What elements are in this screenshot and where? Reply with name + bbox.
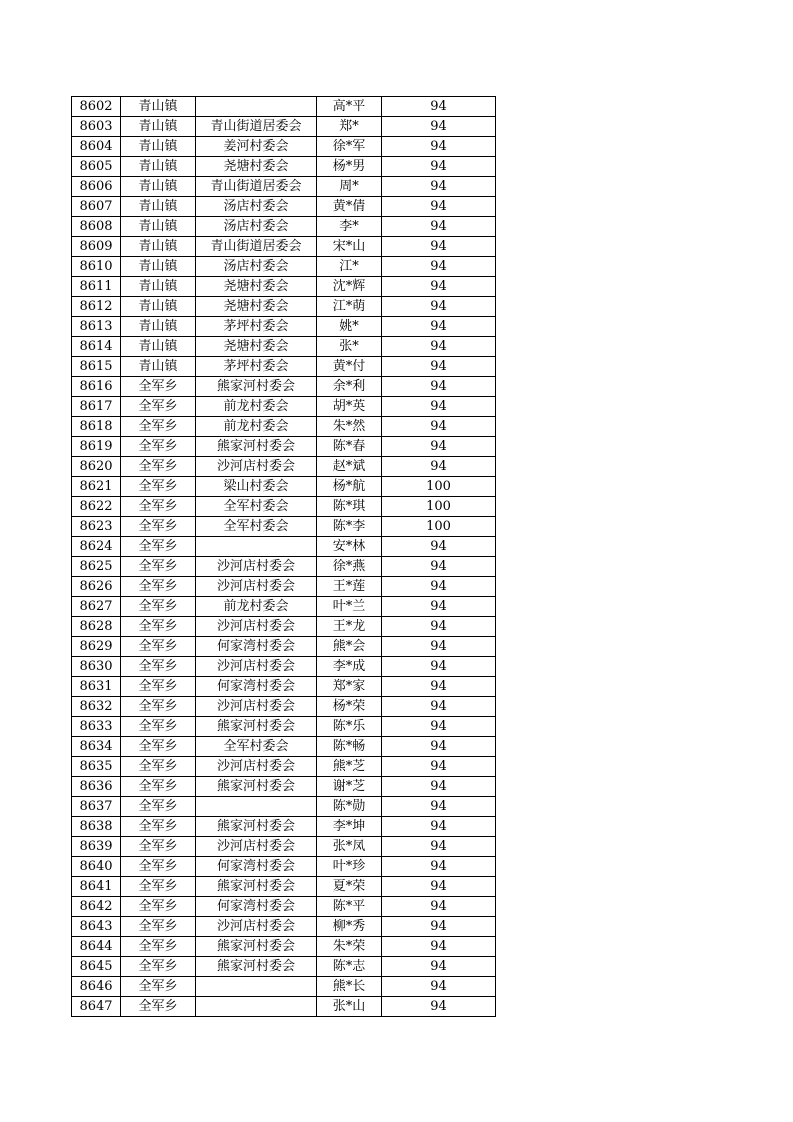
row-id-cell: 8612 [72, 297, 121, 317]
row-town-cell: 全军乡 [121, 397, 196, 417]
row-score-cell: 94 [382, 597, 496, 617]
row-score-cell: 94 [382, 377, 496, 397]
row-town-cell: 青山镇 [121, 337, 196, 357]
row-id-cell: 8644 [72, 937, 121, 957]
row-name-cell: 安*林 [317, 537, 382, 557]
row-town-cell: 青山镇 [121, 357, 196, 377]
row-id-cell: 8605 [72, 157, 121, 177]
row-town-cell: 全军乡 [121, 597, 196, 617]
row-village-cell: 汤店村委会 [196, 257, 317, 277]
row-village-cell [196, 797, 317, 817]
table-row [72, 217, 496, 237]
row-score-cell: 94 [382, 357, 496, 377]
table-row [72, 397, 496, 417]
table-row [72, 917, 496, 937]
row-town-cell: 全军乡 [121, 697, 196, 717]
row-village-cell: 熊家河村委会 [196, 937, 317, 957]
table-row [72, 877, 496, 897]
table-row [72, 317, 496, 337]
row-village-cell [196, 997, 317, 1017]
table-row [72, 777, 496, 797]
row-score-cell: 94 [382, 237, 496, 257]
row-town-cell: 青山镇 [121, 197, 196, 217]
table-row [72, 677, 496, 697]
row-village-cell: 何家湾村委会 [196, 637, 317, 657]
row-town-cell: 全军乡 [121, 417, 196, 437]
row-id-cell: 8642 [72, 897, 121, 917]
row-score-cell: 94 [382, 577, 496, 597]
records-table-body [72, 97, 496, 1017]
row-town-cell: 全军乡 [121, 637, 196, 657]
row-town-cell: 青山镇 [121, 237, 196, 257]
table-row [72, 357, 496, 377]
row-village-cell: 前龙村委会 [196, 417, 317, 437]
row-village-cell: 沙河店村委会 [196, 657, 317, 677]
row-village-cell: 姜河村委会 [196, 137, 317, 157]
row-name-cell: 姚* [317, 317, 382, 337]
row-name-cell: 沈*辉 [317, 277, 382, 297]
row-town-cell: 全军乡 [121, 477, 196, 497]
row-score-cell: 94 [382, 157, 496, 177]
row-id-cell: 8629 [72, 637, 121, 657]
row-town-cell: 青山镇 [121, 97, 196, 117]
row-score-cell: 94 [382, 817, 496, 837]
row-score-cell: 94 [382, 257, 496, 277]
row-id-cell: 8603 [72, 117, 121, 137]
row-score-cell: 94 [382, 297, 496, 317]
row-town-cell: 全军乡 [121, 937, 196, 957]
row-town-cell: 全军乡 [121, 577, 196, 597]
row-town-cell: 全军乡 [121, 557, 196, 577]
row-town-cell: 全军乡 [121, 657, 196, 677]
table-row [72, 737, 496, 757]
row-id-cell: 8609 [72, 237, 121, 257]
row-id-cell: 8627 [72, 597, 121, 617]
table-row [72, 897, 496, 917]
row-town-cell: 全军乡 [121, 977, 196, 997]
row-name-cell: 朱*然 [317, 417, 382, 437]
row-id-cell: 8628 [72, 617, 121, 637]
row-village-cell [196, 537, 317, 557]
row-id-cell: 8619 [72, 437, 121, 457]
row-id-cell: 8614 [72, 337, 121, 357]
row-village-cell: 尧塘村委会 [196, 157, 317, 177]
row-village-cell: 沙河店村委会 [196, 457, 317, 477]
row-name-cell: 陈*琪 [317, 497, 382, 517]
row-town-cell: 全军乡 [121, 377, 196, 397]
row-town-cell: 全军乡 [121, 457, 196, 477]
row-score-cell: 94 [382, 797, 496, 817]
row-town-cell: 全军乡 [121, 757, 196, 777]
row-village-cell: 茅坪村委会 [196, 357, 317, 377]
table-row [72, 177, 496, 197]
row-id-cell: 8643 [72, 917, 121, 937]
row-score-cell: 94 [382, 917, 496, 937]
row-village-cell: 全军村委会 [196, 737, 317, 757]
row-score-cell: 94 [382, 337, 496, 357]
row-name-cell: 江*萌 [317, 297, 382, 317]
row-score-cell: 94 [382, 997, 496, 1017]
row-id-cell: 8615 [72, 357, 121, 377]
row-village-cell: 尧塘村委会 [196, 277, 317, 297]
table-row [72, 937, 496, 957]
row-score-cell: 94 [382, 637, 496, 657]
row-name-cell: 柳*秀 [317, 917, 382, 937]
row-score-cell: 94 [382, 417, 496, 437]
row-score-cell: 94 [382, 757, 496, 777]
table-row [72, 377, 496, 397]
row-id-cell: 8639 [72, 837, 121, 857]
table-row [72, 617, 496, 637]
row-name-cell: 王*莲 [317, 577, 382, 597]
row-town-cell: 青山镇 [121, 297, 196, 317]
row-village-cell: 沙河店村委会 [196, 917, 317, 937]
table-row [72, 417, 496, 437]
row-town-cell: 全军乡 [121, 857, 196, 877]
row-village-cell: 熊家河村委会 [196, 817, 317, 837]
row-score-cell: 94 [382, 277, 496, 297]
table-row [72, 197, 496, 217]
row-id-cell: 8647 [72, 997, 121, 1017]
table-row [72, 817, 496, 837]
table-row [72, 257, 496, 277]
table-row [72, 697, 496, 717]
row-id-cell: 8624 [72, 537, 121, 557]
row-town-cell: 全军乡 [121, 617, 196, 637]
row-id-cell: 8632 [72, 697, 121, 717]
table-row [72, 857, 496, 877]
row-name-cell: 郑* [317, 117, 382, 137]
table-row [72, 297, 496, 317]
row-score-cell: 94 [382, 657, 496, 677]
row-id-cell: 8634 [72, 737, 121, 757]
row-town-cell: 青山镇 [121, 317, 196, 337]
row-name-cell: 陈*春 [317, 437, 382, 457]
row-id-cell: 8623 [72, 517, 121, 537]
row-id-cell: 8630 [72, 657, 121, 677]
row-name-cell: 张* [317, 337, 382, 357]
row-name-cell: 李*成 [317, 657, 382, 677]
row-town-cell: 全军乡 [121, 737, 196, 757]
row-village-cell: 尧塘村委会 [196, 337, 317, 357]
row-id-cell: 8610 [72, 257, 121, 277]
row-village-cell: 青山街道居委会 [196, 237, 317, 257]
row-town-cell: 全军乡 [121, 897, 196, 917]
row-score-cell: 94 [382, 737, 496, 757]
row-name-cell: 周* [317, 177, 382, 197]
table-row [72, 957, 496, 977]
row-name-cell: 黄*倩 [317, 197, 382, 217]
row-village-cell: 茅坪村委会 [196, 317, 317, 337]
row-score-cell: 94 [382, 397, 496, 417]
row-id-cell: 8631 [72, 677, 121, 697]
row-id-cell: 8635 [72, 757, 121, 777]
row-id-cell: 8604 [72, 137, 121, 157]
table-row [72, 477, 496, 497]
row-id-cell: 8620 [72, 457, 121, 477]
table-row [72, 717, 496, 737]
row-id-cell: 8611 [72, 277, 121, 297]
table-row [72, 577, 496, 597]
row-village-cell: 全军村委会 [196, 497, 317, 517]
row-town-cell: 青山镇 [121, 257, 196, 277]
row-score-cell: 94 [382, 217, 496, 237]
row-name-cell: 胡*英 [317, 397, 382, 417]
row-id-cell: 8641 [72, 877, 121, 897]
row-id-cell: 8633 [72, 717, 121, 737]
row-village-cell: 沙河店村委会 [196, 617, 317, 637]
row-name-cell: 宋*山 [317, 237, 382, 257]
row-score-cell: 94 [382, 177, 496, 197]
row-id-cell: 8621 [72, 477, 121, 497]
row-id-cell: 8625 [72, 557, 121, 577]
row-score-cell: 94 [382, 877, 496, 897]
row-name-cell: 熊*芝 [317, 757, 382, 777]
row-name-cell: 王*龙 [317, 617, 382, 637]
row-name-cell: 陈*勋 [317, 797, 382, 817]
table-row [72, 157, 496, 177]
row-score-cell: 94 [382, 717, 496, 737]
row-town-cell: 青山镇 [121, 137, 196, 157]
row-score-cell: 94 [382, 937, 496, 957]
row-id-cell: 8618 [72, 417, 121, 437]
row-name-cell: 赵*斌 [317, 457, 382, 477]
row-score-cell: 94 [382, 897, 496, 917]
row-village-cell: 熊家河村委会 [196, 957, 317, 977]
row-village-cell [196, 97, 317, 117]
row-score-cell: 94 [382, 697, 496, 717]
table-row [72, 457, 496, 477]
row-town-cell: 全军乡 [121, 877, 196, 897]
row-score-cell: 94 [382, 857, 496, 877]
row-id-cell: 8626 [72, 577, 121, 597]
row-town-cell: 全军乡 [121, 537, 196, 557]
table-row [72, 757, 496, 777]
row-id-cell: 8607 [72, 197, 121, 217]
row-town-cell: 全军乡 [121, 817, 196, 837]
row-town-cell: 全军乡 [121, 957, 196, 977]
row-village-cell: 何家湾村委会 [196, 857, 317, 877]
row-village-cell: 何家湾村委会 [196, 677, 317, 697]
row-village-cell: 前龙村委会 [196, 597, 317, 617]
row-village-cell: 汤店村委会 [196, 197, 317, 217]
row-village-cell: 青山街道居委会 [196, 177, 317, 197]
row-id-cell: 8622 [72, 497, 121, 517]
row-name-cell: 高*平 [317, 97, 382, 117]
row-village-cell: 熊家河村委会 [196, 717, 317, 737]
row-name-cell: 徐*燕 [317, 557, 382, 577]
table-row [72, 537, 496, 557]
row-id-cell: 8617 [72, 397, 121, 417]
row-id-cell: 8608 [72, 217, 121, 237]
row-score-cell: 94 [382, 617, 496, 637]
row-name-cell: 叶*兰 [317, 597, 382, 617]
row-village-cell: 沙河店村委会 [196, 577, 317, 597]
row-score-cell: 94 [382, 137, 496, 157]
row-village-cell [196, 977, 317, 997]
row-id-cell: 8616 [72, 377, 121, 397]
row-id-cell: 8637 [72, 797, 121, 817]
row-name-cell: 杨*荣 [317, 697, 382, 717]
row-id-cell: 8606 [72, 177, 121, 197]
row-town-cell: 全军乡 [121, 917, 196, 937]
row-score-cell: 94 [382, 97, 496, 117]
row-score-cell: 94 [382, 197, 496, 217]
row-village-cell: 尧塘村委会 [196, 297, 317, 317]
row-town-cell: 青山镇 [121, 157, 196, 177]
row-score-cell: 94 [382, 977, 496, 997]
row-town-cell: 青山镇 [121, 177, 196, 197]
row-village-cell: 熊家河村委会 [196, 877, 317, 897]
row-name-cell: 谢*芝 [317, 777, 382, 797]
row-id-cell: 8602 [72, 97, 121, 117]
row-name-cell: 叶*珍 [317, 857, 382, 877]
row-village-cell: 沙河店村委会 [196, 697, 317, 717]
row-name-cell: 陈*志 [317, 957, 382, 977]
row-id-cell: 8645 [72, 957, 121, 977]
table-row [72, 277, 496, 297]
row-town-cell: 全军乡 [121, 997, 196, 1017]
row-score-cell: 94 [382, 537, 496, 557]
row-score-cell: 94 [382, 557, 496, 577]
row-name-cell: 夏*荣 [317, 877, 382, 897]
table-row [72, 997, 496, 1017]
row-village-cell: 沙河店村委会 [196, 837, 317, 857]
table-row [72, 797, 496, 817]
row-name-cell: 李*坤 [317, 817, 382, 837]
row-village-cell: 沙河店村委会 [196, 557, 317, 577]
row-score-cell: 94 [382, 437, 496, 457]
row-score-cell: 94 [382, 677, 496, 697]
row-name-cell: 朱*荣 [317, 937, 382, 957]
row-name-cell: 张*山 [317, 997, 382, 1017]
row-town-cell: 全军乡 [121, 717, 196, 737]
row-name-cell: 陈*乐 [317, 717, 382, 737]
row-village-cell: 熊家河村委会 [196, 377, 317, 397]
row-id-cell: 8640 [72, 857, 121, 877]
row-town-cell: 青山镇 [121, 217, 196, 237]
table-row [72, 497, 496, 517]
row-id-cell: 8638 [72, 817, 121, 837]
table-row [72, 97, 496, 117]
row-name-cell: 熊*会 [317, 637, 382, 657]
records-table [71, 96, 496, 1017]
row-town-cell: 全军乡 [121, 797, 196, 817]
row-id-cell: 8646 [72, 977, 121, 997]
row-score-cell: 94 [382, 777, 496, 797]
row-village-cell: 梁山村委会 [196, 477, 317, 497]
row-id-cell: 8613 [72, 317, 121, 337]
row-name-cell: 余*利 [317, 377, 382, 397]
row-name-cell: 杨*航 [317, 477, 382, 497]
table-row [72, 237, 496, 257]
row-score-cell: 100 [382, 477, 496, 497]
row-town-cell: 全军乡 [121, 777, 196, 797]
row-name-cell: 陈*李 [317, 517, 382, 537]
table-row [72, 837, 496, 857]
table-row [72, 597, 496, 617]
row-town-cell: 青山镇 [121, 117, 196, 137]
row-village-cell: 何家湾村委会 [196, 897, 317, 917]
row-score-cell: 94 [382, 117, 496, 137]
row-village-cell: 全军村委会 [196, 517, 317, 537]
row-score-cell: 94 [382, 317, 496, 337]
row-name-cell: 黄*付 [317, 357, 382, 377]
row-village-cell: 熊家河村委会 [196, 777, 317, 797]
table-row [72, 517, 496, 537]
row-town-cell: 全军乡 [121, 677, 196, 697]
table-row [72, 657, 496, 677]
row-score-cell: 100 [382, 497, 496, 517]
table-row [72, 977, 496, 997]
row-name-cell: 徐*军 [317, 137, 382, 157]
row-village-cell: 熊家河村委会 [196, 437, 317, 457]
row-id-cell: 8636 [72, 777, 121, 797]
row-name-cell: 陈*平 [317, 897, 382, 917]
row-name-cell: 陈*畅 [317, 737, 382, 757]
table-row [72, 337, 496, 357]
row-village-cell: 汤店村委会 [196, 217, 317, 237]
row-village-cell: 前龙村委会 [196, 397, 317, 417]
table-row [72, 117, 496, 137]
row-name-cell: 熊*长 [317, 977, 382, 997]
row-town-cell: 全军乡 [121, 517, 196, 537]
row-score-cell: 94 [382, 957, 496, 977]
row-name-cell: 江* [317, 257, 382, 277]
row-town-cell: 全军乡 [121, 837, 196, 857]
table-row [72, 437, 496, 457]
row-town-cell: 青山镇 [121, 277, 196, 297]
table-row [72, 557, 496, 577]
row-town-cell: 全军乡 [121, 437, 196, 457]
row-score-cell: 94 [382, 457, 496, 477]
row-name-cell: 杨*男 [317, 157, 382, 177]
row-name-cell: 李* [317, 217, 382, 237]
row-score-cell: 100 [382, 517, 496, 537]
table-row [72, 137, 496, 157]
row-village-cell: 青山街道居委会 [196, 117, 317, 137]
row-village-cell: 沙河店村委会 [196, 757, 317, 777]
row-town-cell: 全军乡 [121, 497, 196, 517]
row-name-cell: 张*凤 [317, 837, 382, 857]
row-name-cell: 郑*家 [317, 677, 382, 697]
table-row [72, 637, 496, 657]
row-score-cell: 94 [382, 837, 496, 857]
